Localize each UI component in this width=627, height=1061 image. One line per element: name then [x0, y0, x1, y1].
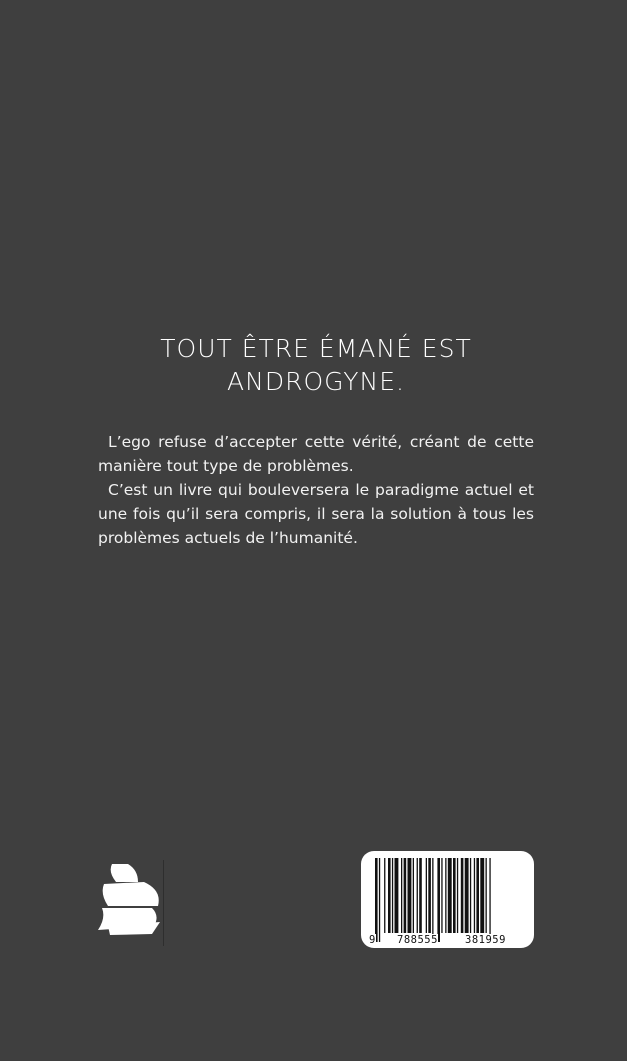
sailing-ship-icon — [98, 860, 164, 946]
barcode-bar — [375, 858, 378, 942]
barcode-bar — [453, 858, 456, 933]
barcode-bar — [384, 858, 385, 933]
barcode-bar — [445, 858, 446, 933]
title-line-2: ANDROGYNE. — [227, 367, 405, 396]
blurb-paragraph-2: C’est un livre qui bouleversera le paradigme actuel et une fois qu’il sera compris, il sera la solution à tous les problèmes actuels de l’humanité. — [98, 481, 534, 547]
barcode-bar — [489, 858, 490, 942]
back-cover-blurb — [98, 430, 534, 550]
barcode-bar — [448, 858, 452, 933]
barcode-bar — [441, 858, 442, 933]
barcode-bar — [395, 858, 399, 933]
barcode-bar — [426, 858, 427, 933]
barcode-bar — [413, 858, 414, 933]
title-line-1: TOUT ÊTRE ÉMANÉ EST — [160, 334, 472, 363]
barcode-bar — [404, 858, 407, 933]
barcode-bar — [388, 858, 391, 933]
publisher-logo — [98, 860, 164, 946]
barcode-bar — [417, 858, 418, 933]
barcode-bar — [419, 858, 422, 933]
barcode-bar — [465, 858, 469, 933]
book-title — [98, 332, 534, 398]
barcode-right-group: 381959 — [465, 934, 506, 946]
barcode-bar — [379, 858, 380, 942]
barcode-left-group: 788555 — [397, 934, 438, 946]
barcode-bar — [432, 858, 433, 942]
barcode-bar — [401, 858, 402, 933]
barcode-bar — [392, 858, 393, 933]
barcode-bar — [428, 858, 431, 933]
barcode-bar — [437, 858, 440, 942]
barcode-bar — [476, 858, 479, 933]
barcode-bar — [474, 858, 475, 933]
barcode-first-digit: 9 — [369, 934, 376, 946]
isbn-barcode — [361, 851, 534, 948]
barcode-bar — [461, 858, 464, 933]
barcode-bar — [480, 858, 484, 933]
barcode-bar — [408, 858, 412, 933]
barcode-bar — [486, 858, 487, 933]
barcode-bar — [457, 858, 458, 933]
barcode-bar — [470, 858, 471, 933]
blurb-paragraph-1: L’ego refuse d’accepter cette vérité, créant de cette manière tout type de problèmes. — [98, 433, 534, 475]
